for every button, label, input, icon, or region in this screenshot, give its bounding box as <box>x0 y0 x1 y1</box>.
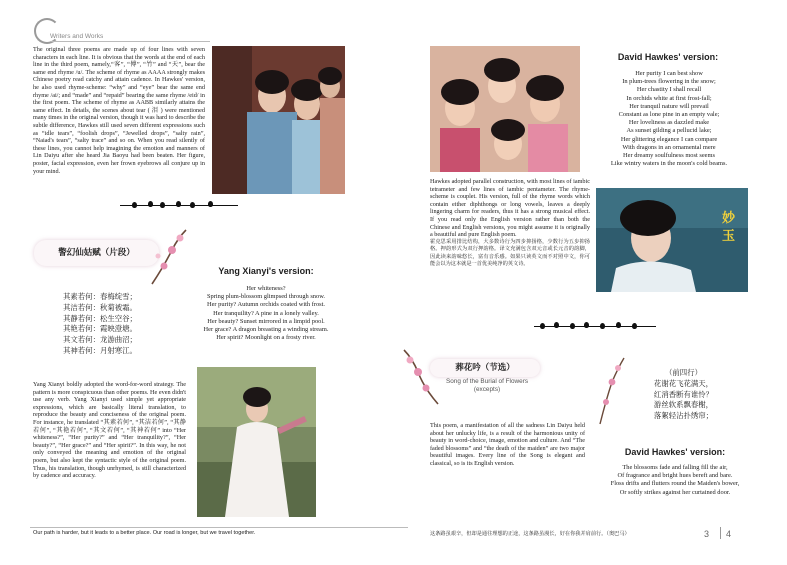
poem-line: The blossoms fade and falling fill the air, <box>622 464 728 471</box>
poem-line: Floss drifts and flutters round the Maiden's bower, <box>610 480 740 488</box>
poem-line: Of fragrance and bright hues bereft and bare. <box>617 472 733 480</box>
banner-subtitle-line: Song of the Burial of Flowers <box>445 378 529 385</box>
hawkes-paragraph: Hawkes adopted parallel construction, with most lines of iambic tetrameter and few lines of iambic pentameter. The rhyme-scheme is couplet. His version, full of the rhyme words which contain either diphthongs or long vowels, leaves a deeply lingering charm for readers, thus it has a strong musical effect. If you read only the English version rather than both the Chinese and English versions, you might assume it is originally a beautiful and pure English poem. <box>430 178 590 239</box>
yang-text-block <box>33 381 186 480</box>
poem-line: 其神若何：月射寒江。 <box>63 345 137 355</box>
lady-in-white-photo <box>197 367 316 517</box>
poem-line: With dragons in an ornamental mere <box>622 143 716 151</box>
poem-line: Her purity I can best show <box>635 70 703 77</box>
chinese-poem <box>63 292 173 357</box>
intro-paragraph: The original three poems are made up of four lines with seven characters in each line. It is obvious that the words at the end of each line in the third poem, namely,“客”, “傅”, “竹” and “天”, bear the same end rhyme /u/. The scheme of rhyme as AAAA strongly makes Chinese poetry read catchy and attain cadence. In Hawkes' version, he also used rhyme-scheme: “why” and “eye” bear the same end rhyme /ai/; and “made” and “repaid” bearing the same rhyme /eid/ in the first poem. The scheme of rhyme as AABB similarly attains the same effect. In details, the scenes about tear ( 泪 ) were mentioned many times in the original version, though it was hard to describe the subtle difference, Hawkes still used seven different expressions such as “idle tears”, “foolish drops”, “Jewelled drops”, “salty rain”, “Naiad's tears”, “salty trace” and so on. When you read silently of these lines, you cannot help imagining the emotion and manners of Lin Daiyu after she heard Jia Baoyu had been beaten. Her figure, poster, facial expression, even her frown eyebrows all conjure up in your mind. <box>33 46 205 175</box>
banner-subtitle-line: (excepts) <box>473 386 501 393</box>
poem-line: 其艳若何：霞映澄塘。 <box>63 324 137 334</box>
yang-poem <box>190 285 342 342</box>
banner-title: 警幻仙姑赋（片段） <box>58 248 135 258</box>
plum-blossom-icon-right <box>400 346 440 406</box>
poem-line: Her chastity I shall recall <box>636 86 702 94</box>
poem-line: 红消香断有谁怜？ <box>653 389 714 399</box>
poem-line: Her spirit? Moonlight on a frosty river. <box>216 334 316 342</box>
hawkes-version-title-top: David Hawkes' version: <box>617 52 719 62</box>
poem-line: 其静若何：松生空谷； <box>63 313 137 323</box>
poem-line: As sunset gilding a pellucid lake; <box>626 127 712 135</box>
poem-line: Like wintry waters in the moon's cold beams. <box>610 160 728 168</box>
poem-line: 落絮轻沾扑绣帘； <box>653 411 714 421</box>
actresses-photo <box>212 46 345 194</box>
hawkes-paragraph-chinese: 霍克思采用排比结构，大多数诗行为四步抑扬格，少数行为五步抑扬格。押韵形式为双行押韵格。译文充满包含双元音或长元音的韵脚，因此读来韵味悠长，富有音乐感。如果只读英文而不对照中文，你可能会以为这本就是一首优美纯净的英文诗。 <box>430 238 590 267</box>
poem-line: Her glittering elegance I can compare <box>620 135 718 143</box>
seal-char: 玉 <box>722 229 736 244</box>
birds-divider <box>120 205 238 216</box>
poem-line: （前四行） <box>665 368 702 377</box>
poem-line: Her tranquility? A pine in a lonely valley. <box>213 309 319 317</box>
poem-line: Or softly strikes against her curtained door. <box>619 488 731 496</box>
hawkes-poem-bottom <box>592 464 758 497</box>
banner-subtitle <box>434 378 540 394</box>
poem-line: Her beauty? Sunset mirrored in a limpid pool. <box>207 317 325 325</box>
poem-line: Her loveliness as dazzled make <box>628 119 710 127</box>
poem-line: Her grace? A dragon breasting a winding stream. <box>203 326 329 334</box>
banner-burial-flowers <box>430 359 540 377</box>
seal-char: 妙 <box>722 211 736 226</box>
poem-line: Spring plum-blossom glimpsed through snow. <box>207 293 325 301</box>
left-footer-text: Our path is harder, but it leads to a better place. Our road is longer, but we travel together. <box>33 530 256 536</box>
hawkes-poem-top <box>586 70 752 168</box>
burial-paragraph: This poem, a manifestation of all the sadness Lin Daiyu held about her unlucky life, is a result of the harmonious unity of beauty in word-choice, image, emotion and culture. And “The faded blossoms” and “the death of the maiden” are two major beautiful images. Every line of the Song is elegant and classical, so is its English version. <box>430 422 585 467</box>
four-actresses-photo <box>430 46 580 172</box>
poem-line: 其洁若何：秋菊被霜。 <box>63 302 137 312</box>
poem-line: In orchids white at first frost-fall; <box>626 94 712 102</box>
poem-line: Constant as lone pine in an empty vale; <box>618 111 720 119</box>
banner-jinghuan <box>34 240 159 266</box>
chinese-poem-right <box>626 368 741 422</box>
poem-line: Her tranquil nature will prevail <box>629 102 709 110</box>
poem-line: In plum-trees flowering in the snow; <box>622 78 716 86</box>
page-number-right: 4 <box>726 529 732 539</box>
poem-line: Her dreamy soulfulness most seems <box>623 152 715 160</box>
poem-line: 其素若何：春梅绽雪； <box>63 292 137 301</box>
yang-paragraph: Yang Xianyi boldly adopted the word-for-word strategy. The pattern is more conspicuous than other poems. He even didn't use any verb. Yang Xianyi used simple yet appropriate expressions, which are basically literal translation, to reproduce the beauty and conciseness of the original poem. For instance, he translated “其素若何”, “其洁若何”, “其静若何”, “其艳若何”, “其文若何”, “其神若何” into “Her whiteness?”, “Her purity?” and “Her tranquility?”, “Her beauty?”, “Her grace?” and “Her spirit?”. In this way, he not only conveyed the meaning and emotion of the original poem, but also kept the syntactic style of the original poem. Thus, his translation, though unrhymed, is still characterized by cadence and accuracy. <box>33 381 186 480</box>
burial-text-block <box>430 422 585 468</box>
hawkes-version-title-bottom: David Hawkes' version: <box>624 447 726 457</box>
right-page <box>394 0 787 565</box>
birds-divider-right <box>534 326 656 337</box>
poem-line: 游丝软系飘春榭， <box>653 400 714 410</box>
poem-line: 花谢花飞花满天， <box>653 378 714 388</box>
plum-branch-icon <box>596 356 626 426</box>
page-number-left: 3 <box>704 529 710 539</box>
seal-text <box>722 210 735 246</box>
header-rule <box>50 41 210 42</box>
hawkes-text-block <box>430 178 590 268</box>
section-label: Writers and Works <box>50 33 104 40</box>
footer-rule <box>30 527 408 528</box>
page-number-separator <box>720 527 721 539</box>
yang-version-title: Yang Xianyi's version: <box>218 266 314 276</box>
portrait-photo <box>596 188 748 292</box>
intro-text-block <box>33 46 205 175</box>
banner-title: 葬花吟（节选） <box>455 363 515 373</box>
right-footer-text: 这条路虽艰辛，但却是通往理想的正途，这条路虽漫长，好在你我并肩前行。（奥巴马） <box>430 531 630 537</box>
poem-line: Her purity? Autumn orchids coated with frost. <box>206 301 326 309</box>
poem-line: Her whiteness? <box>246 285 286 292</box>
plum-blossom-icon <box>150 226 190 286</box>
poem-line: 其文若何：龙游曲沼； <box>63 335 137 345</box>
